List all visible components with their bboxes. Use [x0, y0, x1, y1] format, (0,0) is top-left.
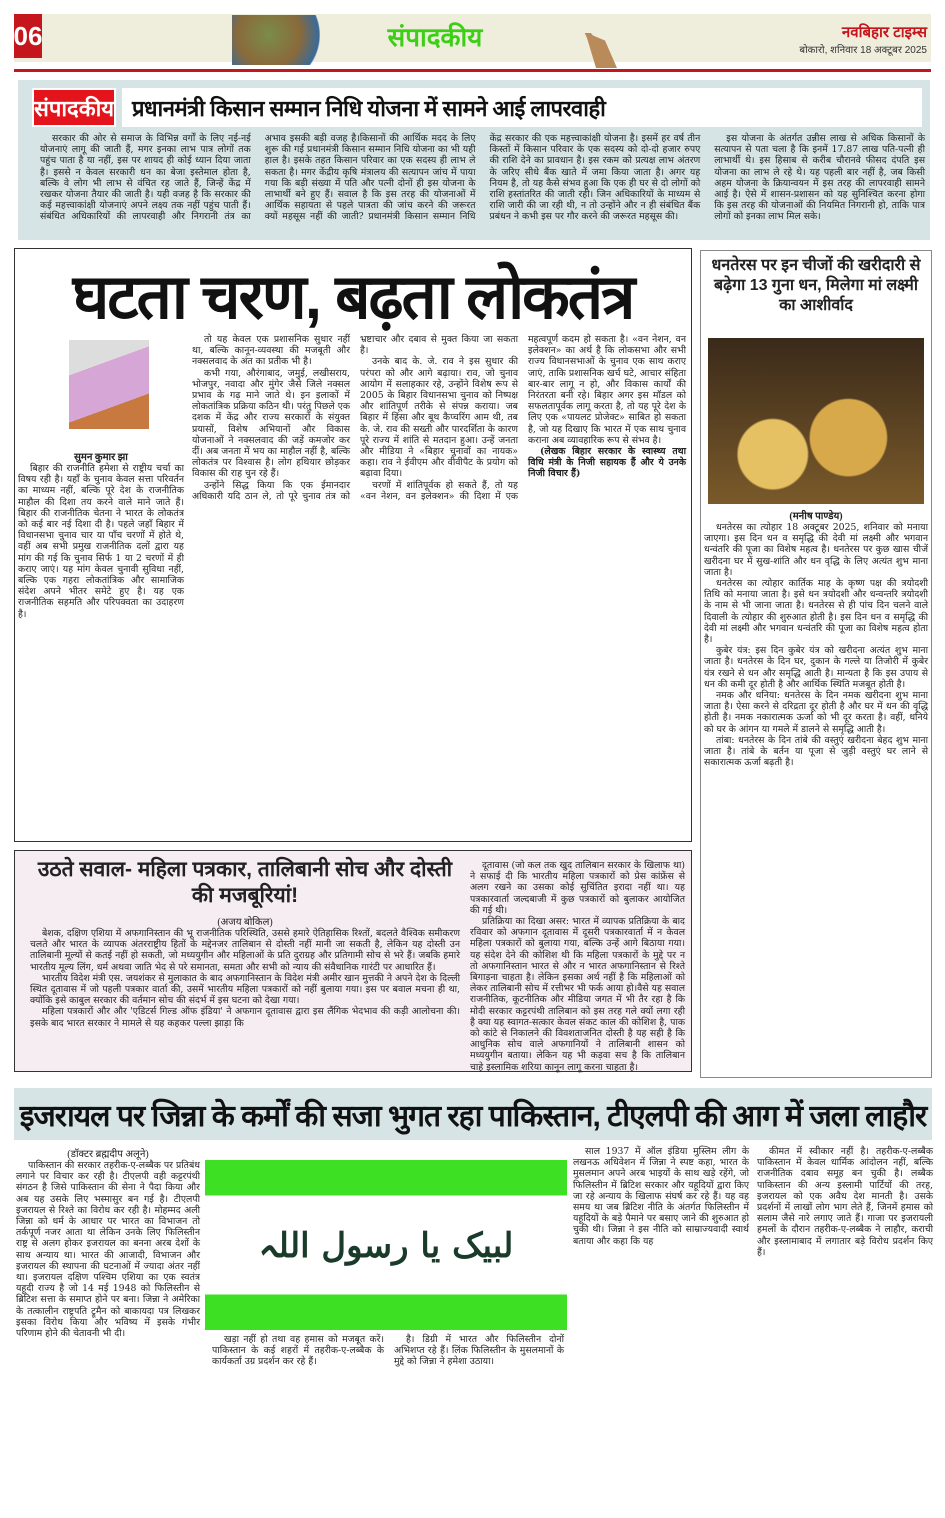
bottom-article-headline: इजरायल पर जिन्ना के कर्मों की सजा भुगत रहा पाकिस्तान, टीएलपी की आग में जला लाहौर [14, 1088, 932, 1140]
article-paragraph: बिहार की राजनीति हमेशा से राष्ट्रीय चर्चा का विषय रही है। यहाँ के चुनाव केवल सत्ता परिवर्तन का माध्यम नहीं, बल्कि पूरे देश के राजनीतिक माहौल की दिशा तय करने वाले माने जाते हैं। बिहार की राजनीतिक चेतना ने भारत के लोकतंत्र को कई बार नई दिशा दी है। पहले जहाँ बिहार में विधानसभा चुनाव चार या पाँच चरणों में होते थे, वहीं अब सभी प्रमुख राजनीतिक दलों द्वारा यह मांग की गई कि चुनाव सिर्फ 1 या 2 चरणों में ही कराए जाएं। यह मांग केवल चुनावी सुविधा नहीं, बल्कि एक गहरा लोकतांत्रिक और सामाजिक संदेश अपने भीतर समेटे हुए है। यह एक राजनीतिक सहमति और परिपक्वता का उदाहरण है। [18, 463, 184, 620]
dateline: बोकारो, शनिवार 18 अक्टूबर 2025 [799, 45, 927, 56]
newspaper-brand: नवबिहार टाइम्स [841, 24, 927, 41]
afghanistan-headline: उठते सवाल- महिला पत्रकार, तालिबानी सोच और दोस्ती की मजबूरियां! [37, 858, 453, 907]
editorial-headline: प्रधानमंत्री किसान सम्मान निधि योजना में सामने आई लापरवाही [122, 88, 922, 127]
jharkhand-map-graphic [232, 15, 324, 65]
afghanistan-body-right [470, 860, 685, 1073]
article-paragraph: तो यह केवल एक प्रशासनिक सुधार नहीं था, बल्कि कानून-व्यवस्था की मजबूती और नक्सलवाद के अंत का प्रतीक भी है। [192, 334, 350, 368]
afghanistan-body-left [30, 914, 460, 1066]
sidebar-headline: धनतेरस पर इन चीजों की खरीदारी से बढ़ेगा 13 गुना धन, मिलेगा मां लक्ष्मी का आशीर्वाद [711, 257, 921, 314]
editorial-body [40, 133, 925, 238]
sidebar-byline: (मनीष पाण्डेय) [789, 511, 843, 522]
bottom-article-column-4 [573, 1146, 749, 1516]
sidebar-paragraph: तांबा: धनतेरस के दिन तांबे की वस्तुएं खरीदना बेहद शुभ माना जाता है। तांबे के बर्तन या पूजा से जुड़ी वस्तुएं घर लाने से सकारात्मक ऊर्जा बढ़ती है। [704, 734, 928, 769]
bottom-byline: (डॉक्टर ब्रह्मदीप अलूने) [67, 1149, 149, 1160]
flag-calligraphy: لبیک یا رسول اللہ [258, 1225, 514, 1266]
article-paragraph: पाकिस्तान की सरकार तहरीक-ए-लब्बैक पर प्रतिबंध लगाने पर विचार कर रही है। टीएलपी वही कट्टरपंथी संगठन है जिसे पाकिस्तान की सेना ने पैदा किया और अब यह उसके लिए भस्मासुर बन गई है। टीएलपी इजरायल से रिश्ते का विरोध कर रही है। मोहम्मद अली जिन्ना को धर्म के आधार पर भारत का विभाजन तो तर्कपूर्ण नजर आता था लेकिन उनके लिए फिलिस्तीन राष्ट्र से अलग होकर इजरायल का बनना अरब देशों के साथ अन्याय था। भारत की आजादी, विभाजन और इजरायल की स्थापना की घटनाओं में ज्यादा अंतर नहीं था। इजरायल दक्षिण पश्चिम एशिया का एक स्वतंत्र यहूदी राज्य है जो 14 मई 1948 को फिलिस्तीन से ब्रिटिश सत्ता के समाप्त होने पर बना। जिन्ना ने अमेरिका के तत्कालीन राष्ट्रपति ट्रूमैन को बाकायदा पत्र लिखकर इसका विरोध किया और भविष्य में इसके गंभीर परिणाम होने की चेतावनी भी दी। [16, 1160, 200, 1340]
article-paragraph: भारतीय विदेश मंत्री एस. जयशंकर से मुलाकात के बाद अफगानिस्तान के विदेश मंत्री अमीर खान मुत्तकी ने अपने देश के दिल्ली स्थित दूतावास में जो पहली पत्रकार वार्ता की, उसमें भारतीय महिला पत्रकारों को नहीं बुलाया गया। इस पर बवाल मचना ही था, क्योंकि इसे काबुल सरकार की वर्तमान सोच की संदर्भ में इस घटना को देखा गया। [30, 972, 460, 1007]
article-paragraph: उन्होंने सिद्ध किया कि एक ईमानदार अधिकारी यदि ठान ले, तो पूरे चुनाव तंत्र को भ्रष्टाचार और दबाव से मुक्त किया जा सकता है। [192, 334, 518, 502]
editorial-paragraph: सरकार की ओर से समाज के विभिन्न वर्गों के लिए नई-नई योजनाएं लागू की जाती हैं, मगर इनका लाभ पात्र लोगों तक पहुंच पाता है या नहीं, इस पर शायद ही कोई ध्यान दिया जाता है। इससे न केवल सरकारी धन का बेजा इस्तेमाल होता है, बल्कि वे लोग भी लाभ से वंचित रह जाते हैं, जिन्हें केंद्र में रखकर योजना तैयार की जाती है। यही वजह है कि सरकार की कई महत्त्वाकांक्षी योजनाएं अपने लक्ष्य तक नहीं पहुंच पाती हैं। संबंधित अधिकारियों की लापरवाही और निगरानी तंत्र का अभाव इसकी बड़ी वजह है।किसानों की आर्थिक मदद के लिए शुरू की गई प्रधानमंत्री किसान सम्मान निधि योजना का भी यही हाल है। इसके तहत किसान परिवार का एक सदस्य ही लाभ ले सकता है। मगर केंद्रीय कृषि मंत्रालय की सत्यापन जांच में पाया गया कि बड़ी संख्या में पति और पत्नी दोनों ही इस योजना के लाभार्थी बने हुए हैं। सवाल है कि इस तरह की योजनाओं में आर्थिक सहायता से पहले पात्रता की जांच करने की जरूरत क्यों महसूस नहीं की जाती? प्रधानमंत्री किसान सम्मान निधि केंद्र सरकार की एक महत्त्वाकांक्षी योजना है। इसमें हर वर्ष तीन किस्तों में किसान परिवार के एक सदस्य को दो-दो हजार रुपए की राशि देने का प्रावधान है। इस रकम को प्रत्यक्ष लाभ अंतरण के जरिए सीधे बैंक खाते में जमा किया जाता है। अगर यह नियम है, तो यह कैसे संभव हुआ कि एक ही घर से दो लोगों को राशि हस्तांतरित की जाती रही। जिन अधिकारियों के माध्यम से राशि जारी की जा रही थी, न तो उन्होंने और न ही संबंधित बैंक प्रबंधन ने कभी इस पर गौर करने की जरूरत महसूस की। [40, 133, 701, 223]
section-title: संपादकीय [387, 22, 483, 52]
author-byline: सुमन कुमार झा [74, 452, 128, 463]
editorial-paragraph: इस योजना के अंतर्गत उन्नीस लाख से अधिक किसानों के सत्यापन से पता चला है कि इनमें 17.87 लाख पति-पत्नी ही लाभार्थी थे। इस हिसाब से करीब चौरानवे फीसद दंपति इस योजना का लाभ ले रहे थे। यह पहली बार नहीं है, जब किसी अहम योजना के क्रियान्वयन में इस तरह की लापरवाही सामने आई है। ऐसे में शासन-प्रशासन को यह सुनिश्चित करना होगा कि इस तरह की योजनाओं की नियमित निगरानी हो, ताकि पात्र लोगों को इनका लाभ मिल सके। [714, 133, 925, 223]
author-note: (लेखक बिहार सरकार के स्वास्थ्य तथा विधि मंत्री के निजी सहायक हैं और ये उनके निजी विचार हैं) [528, 446, 686, 480]
gold-coins-photo [708, 338, 924, 504]
author-photo [69, 340, 149, 429]
article-paragraph: उनके बाद के. जे. राव ने इस सुधार की परंपरा को और आगे बढ़ाया। राव, जो चुनाव आयोग में सलाहकार रहे, उन्होंने विशेष रूप से 2005 के बिहार विधानसभा चुनाव को निष्पक्ष और शांतिपूर्ण तरीके से संपन्न कराया। जब बिहार में हिंसा और बूथ कैप्चरिंग आम थी, तब के. जे. राव की सख्ती और पारदर्शिता के कारण पूरे राज्य में शांति से मतदान हुआ। उन्हें जनता और मीडिया ने «बिहार चुनावों का नायक» कहा। राव ने ईवीएम और वीवीपैट के प्रयोग को बढ़ावा दिया। [360, 356, 518, 480]
article-paragraph: कभी गया, औरंगाबाद, जमुई, लखीसराय, भोजपुर, नवादा और मुंगेर जैसे जिले नक्सल प्रभाव के गढ़ माने जाते थे। इन इलाकों में लोकतांत्रिक प्रक्रिया कठिन थी। परंतु पिछले एक दशक में केंद्र और राज्य सरकारों के संयुक्त प्रयासों, विशेष अभियानों और विकास योजनाओं ने नक्सलवाद की जड़ें कमजोर कर दीं। अब जनता में भय का माहौल नहीं है, बल्कि लोकतंत्र पर विश्वास है। लोग हथियार छोड़कर विकास की राह चुन रहे हैं। [192, 367, 350, 480]
main-article-headline: घटता चरण, बढ़ता लोकतंत्र [72, 263, 634, 332]
bottom-article-column-3 [394, 1334, 564, 1514]
main-article-column-1 [18, 449, 184, 839]
page-number: 06 [14, 14, 42, 58]
sidebar-body [704, 508, 928, 1074]
bottom-article-column-5 [757, 1146, 933, 1516]
article-paragraph: है। डिग्री में भारत और फिलिस्तीन दोनों अभिशप्त रहे हैं। लिंक फिलिस्तीन के मुसलमानों के मुद्दे को जिन्ना ने हमेशा उठाया। [394, 1334, 564, 1368]
bottom-article-column-1 [16, 1146, 200, 1516]
article-paragraph: महिला पत्रकारों और और 'एडिटर्स गिल्ड ऑफ इंडिया' ने अफगान दूतावास द्वारा इस लैंगिक भेदभाव की कड़ी आलोचना की। इसके बाद भारत सरकार ने मामले से यह कहकर पल्ला झाड़ा कि [30, 1006, 460, 1029]
article-paragraph: साल 1937 में ऑल इंडिया मुस्लिम लीग के लखनऊ अधिवेशन में जिन्ना ने स्पष्ट कहा, भारत के मुसलमान अपने अरब भाइयों के साथ खड़े रहेंगे, जो फिलिस्तीन में ब्रिटिश सरकार और यहूदियों द्वारा किए जा रहे अन्याय के खिलाफ संघर्ष कर रहे हैं। यह वह समय था जब ब्रिटिश नीति के अंतर्गत फिलिस्तीन में यहूदियों के बड़े पैमाने पर बसाए जाने की शुरुआत हो चुकी थी। जिन्ना ने इस नीति को साम्राज्यवादी स्वार्थ बताया और कहा कि यह [573, 1146, 749, 1247]
article-paragraph: कीमत में स्वीकार नहीं है। तहरीक-ए-लब्बैक पाकिस्तान में केवल धार्मिक आंदोलन नहीं, बल्कि राजनीतिक दबाव समूह बन चुकी है। लब्बैक पाकिस्तान की अन्य इस्लामी पार्टियों की तरह, इजरायल को एक अवैध देश मानती है। उसके प्रदर्शनों में लाखों लोग भाग लेते हैं, जिनमें हमास को सलाम जैसे नारे लगाए जाते हैं। गाजा पर इजरायली हमलों के दौरान तहरीक-ए-लब्बैक ने लाहौर, कराची और इस्लामाबाद में लगातार बड़े विरोध प्रदर्शन किए हैं। [757, 1146, 933, 1258]
afghanistan-byline: (अजय बोकिल) [217, 917, 273, 928]
sidebar-paragraph: कुबेर यंत्र: इस दिन कुबेर यंत्र को खरीदना अत्यंत शुभ माना जाता है। धनतेरस के दिन घर, दुकान के गल्ले या तिजोरी में कुबेर यंत्र रखने से धन और समृद्धि आती है। मान्यता है कि इस उपाय से धन की कमी दूर होती है और आर्थिक स्थिति मजबूत होती है। [704, 645, 928, 690]
sidebar-paragraph: नमक और धनिया: धनतेरस के दिन नमक खरीदना शुभ माना जाता है। ऐसा करने से दरिद्रता दूर होती है और घर में धन की वृद्धि होती है। नमक नकारात्मक ऊर्जा को भी दूर करता है। वहीं, धनिये को घर के आंगन या गमले में डालने से समृद्धि आती है। [704, 690, 928, 735]
article-paragraph: चरणों में शांतिपूर्वक हो सकते हैं, तो यह «वन नेशन, वन इलेक्शन» की दिशा में एक महत्वपूर्ण कदम हो सकता है। «वन नेशन, वन इलेक्शन» का अर्थ है कि लोकसभा और सभी राज्य विधानसभाओं के चुनाव एक साथ कराए जाएं, ताकि प्रशासनिक खर्च घटे, आचार संहिता बार-बार लागू न हो, और विकास कार्यों की निरंतरता बनी रहे। बिहार अगर इस मॉडल को सफलतापूर्वक लागू करता है, तो यह पूरे देश के लिए एक «पायलट प्रोजेक्ट» साबित हो सकता है, जो यह दिखाए कि भारत में एक साथ चुनाव कराना अब व्यावहारिक रूप से संभव है। [360, 334, 686, 502]
main-article-body [192, 334, 686, 839]
sidebar-paragraph: धनतेरस का त्योहार कार्तिक माह के कृष्ण पक्ष की त्रयोदशी तिथि को मनाया जाता है। इसे धन त्रयोदशी और धन्वन्तरि त्रयोदशी के नाम से भी जाना जाता है। धनतेरस से ही पांच दिन चलने वाले दिवाली के त्योहार की शुरुआत होती है। इस दिन धन व समृद्धि की देवी मां लक्ष्मी और भगवान धन्वंतरि की पूजा का विशेष महत्व होता है। [704, 578, 928, 646]
bottom-article-column-2 [212, 1334, 384, 1514]
tlp-flag-image [205, 1160, 567, 1330]
editorial-label: संपादकीय [32, 88, 116, 127]
sidebar-paragraph: धनतेरस का त्योहार 18 अक्टूबर 2025, शनिवार को मनाया जाएगा। इस दिन धन व समृद्धि की देवी मां लक्ष्मी और भगवान धन्वंतरि की पूजा का विशेष महत्व है। धनतेरस पर कुछ खास चीजें खरीदना घर में सुख-शांति और धन वृद्धि के लिए अत्यंत शुभ माना जाता है। [704, 522, 928, 578]
article-paragraph: प्रतिक्रिया का दिखा असर: भारत में व्यापक प्रतिक्रिया के बाद रविवार को अफगान दूतावास में दूसरी पत्रकारवार्ता में न केवल महिला पत्रकारों को बुलाया गया, बल्कि उन्हें आगे बिठाया गया। यह संदेश देने की कोशिश थी कि महिला पत्रकारों के मुद्दे पर न तो अफगानिस्तान भारत से और न भारत अफगानिस्तान से रिश्ते बिगाड़ना चाहता है। लेकिन इसका अर्थ नहीं है कि महिलाओं को लेकर तालिबानी सोच में रत्तीभर भी फर्क आया हो।वैसे यह सवाल राजनीतिक, कूटनीतिक और मीडिया जगत में भी तैर रहा है कि मोदी सरकार कट्टरपंथी तालिबान को इस तरह गले क्यों लगा रही है क्या यह स्वागत-सत्कार केवल संकट काल की कोशिश है, पाक को कांटे से निकालने की विवशताजनित दोस्ती है यह सही है कि आधुनिक सोच वाले अफगानियों ने तालिबानी शासन को मध्ययुगीन बताया। लेकिन यह भी कड़वा सच है कि तालिबान चाहे इस्लामिक शरिया कानून लागू करना चाहता है। [470, 916, 685, 1073]
article-paragraph: बेशक, दक्षिण एशिया में अफगानिस्तान की भू राजनीतिक परिस्थिति, उससे हमारे ऐतिहासिक रिश्तों, बदलते वैश्विक समीकरण चलते और भारत के व्यापक अंतरराष्ट्रीय हितों के मद्देनजर तालिबान से दोस्ती नहीं मानी जा सकती है, लेकिन यह दोस्ती उन तालिबानी मूल्यों से कतई नहीं हो सकती, जो मध्ययुगीन और महिलाओं के प्रति दुराग्रह और प्रतिगामी सोच से भरे हैं। जबकि हमारे भारतीय मूल्य लिंग, धर्म अथवा जाति भेद से परे समानता, समता और सभी को न्याय की संवैधानिक गारंटी पर आधारित हैं। [30, 928, 460, 973]
header-divider [14, 69, 931, 72]
article-paragraph: खड़ा नहीं हो तथा वह हमास को मजबूत करें। पाकिस्तान के कई शहरों में तहरीक-ए-लब्बैक के कार्यकर्ता उग्र प्रदर्शन कर रहे हैं। [212, 1334, 384, 1368]
article-paragraph: दूतावास (जो कल तक खुद तालिबान सरकार के खिलाफ था) ने सफाई दी कि भारतीय महिला पत्रकारों को प्रेस कांफ्रेंस से अलग रखने का उसका कोई सुचिंतित इरादा नहीं था। यह पत्रकारवार्ता जल्दबाजी में कुछ पत्रकारों को बुलाकर आयोजित की गई थी। [470, 860, 685, 916]
